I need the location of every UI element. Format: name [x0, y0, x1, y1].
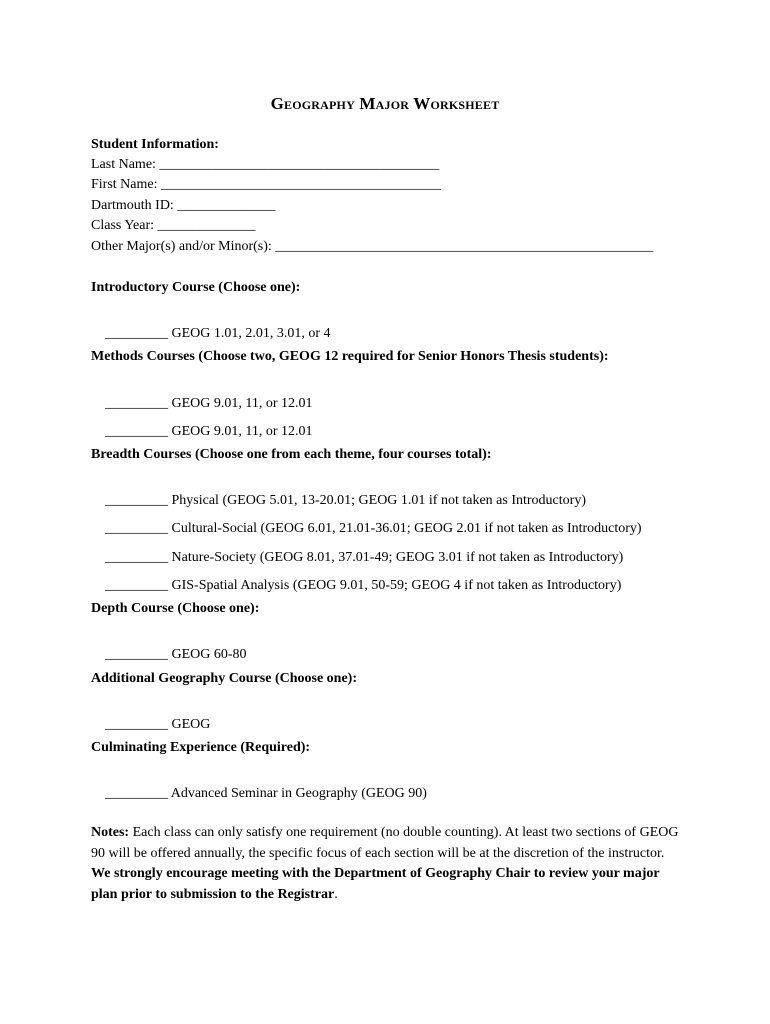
- additional-heading: Additional Geography Course (Choose one):: [91, 671, 358, 686]
- course-label: Cultural-Social (GEOG 6.01, 21.01-36.01; GEOG 2.01 if not taken as Introductory): [171, 521, 642, 536]
- course-label: GEOG 9.01, 11, or 12.01: [171, 396, 313, 411]
- blank-field[interactable]: _________: [105, 493, 168, 508]
- notes-paragraph: [91, 823, 681, 905]
- class-year-field[interactable]: Class Year: ______________: [91, 218, 256, 233]
- introductory-heading: Introductory Course (Choose one):: [91, 280, 301, 295]
- page-title: Geography Major Worksheet: [270, 94, 500, 113]
- course-label: GEOG 60-80: [171, 647, 247, 662]
- course-label: GIS-Spatial Analysis (GEOG 9.01, 50-59; GEOG 4 if not taken as Introductory): [171, 578, 622, 593]
- course-label: Nature-Society (GEOG 8.01, 37.01-49; GEOG 3.01 if not taken as Introductory): [171, 550, 624, 565]
- blank-field[interactable]: _________: [105, 326, 168, 341]
- notes-text: Each class can only satisfy one requirement (no double counting). At least two sections of GEOG 90 will be offered annually, the specific focus of each section will be at the discretion of the instructor.: [91, 825, 679, 861]
- blank-field[interactable]: _________: [105, 396, 168, 411]
- culminating-heading: Culminating Experience (Required):: [91, 740, 311, 755]
- depth-heading: Depth Course (Choose one):: [91, 601, 260, 616]
- blank-field[interactable]: _________: [105, 717, 168, 732]
- course-label: GEOG 9.01, 11, or 12.01: [171, 424, 313, 439]
- breadth-heading: Breadth Courses (Choose one from each theme, four courses total):: [91, 447, 492, 462]
- culminating-item: [91, 767, 427, 821]
- blank-field[interactable]: _________: [105, 424, 168, 439]
- blank-field[interactable]: _________: [105, 578, 168, 593]
- blank-field[interactable]: _________: [105, 521, 168, 536]
- student-info-heading: Student Information:: [91, 137, 219, 152]
- course-label: Advanced Seminar in Geography (GEOG 90): [170, 786, 427, 801]
- course-label: GEOG: [171, 717, 211, 732]
- other-majors-field[interactable]: Other Major(s) and/or Minor(s): ______________________________________________________: [91, 239, 654, 254]
- blank-field[interactable]: _________: [105, 550, 168, 565]
- notes-label: Notes:: [91, 825, 130, 840]
- blank-field[interactable]: _________: [105, 647, 168, 662]
- last-name-field[interactable]: Last Name: ________________________________________: [91, 157, 440, 172]
- dartmouth-id-field[interactable]: Dartmouth ID: ______________: [91, 198, 276, 213]
- course-label: GEOG 1.01, 2.01, 3.01, or 4: [171, 326, 331, 341]
- notes-emphasis: We strongly encourage meeting with the Department of Geography Chair to review your major plan prior to submission to the Registrar: [91, 866, 660, 902]
- blank-field[interactable]: _________: [105, 786, 168, 801]
- first-name-field[interactable]: First Name: ________________________________________: [91, 177, 441, 192]
- notes-end: .: [334, 886, 338, 902]
- course-label: Physical (GEOG 5.01, 13-20.01; GEOG 1.01 if not taken as Introductory): [171, 493, 586, 508]
- methods-heading: Methods Courses (Choose two, GEOG 12 required for Senior Honors Thesis students):: [91, 349, 609, 364]
